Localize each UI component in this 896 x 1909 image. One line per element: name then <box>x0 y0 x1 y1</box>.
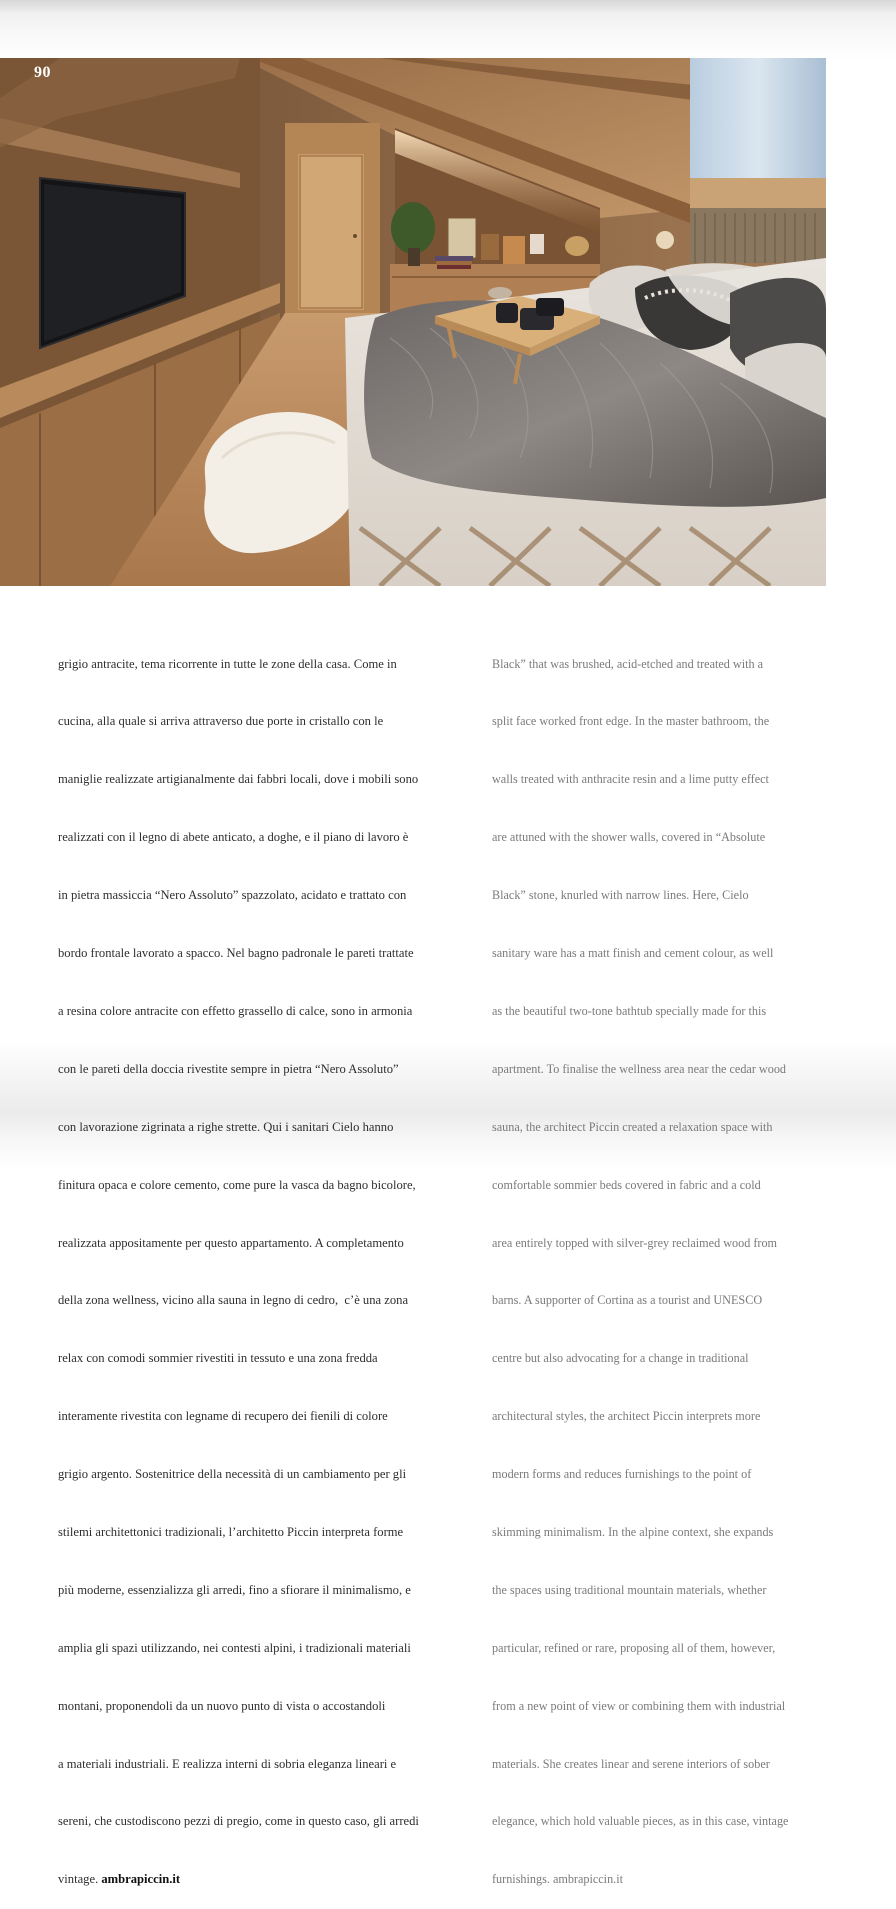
italian-last-text: vintage. <box>58 1872 102 1887</box>
english-text-line: furnishings. ambrapiccin.it <box>492 1872 623 1887</box>
english-text-line: skimming minimalism. In the alpine context, she expands <box>492 1524 774 1539</box>
website-link[interactable]: ambrapiccin.it <box>101 1872 181 1887</box>
english-text-line: centre but also advocating for a change in traditional <box>492 1351 749 1366</box>
english-text-line: are attuned with the shower walls, covered in “Absolute <box>492 830 766 845</box>
italian-text-line: a materiali industriali. E realizza interni di sobria eleganza lineari e <box>58 1756 397 1771</box>
italian-text-line: interamente rivestita con legname di recupero dei fienili di colore <box>58 1409 388 1424</box>
page-number: 90 <box>34 64 51 81</box>
italian-text-line: montani, proponendoli da un nuovo punto di vista o accostandoli <box>58 1698 386 1713</box>
italian-text-line: stilemi architettonici tradizionali, l’architetto Piccin interpreta forme <box>58 1524 404 1539</box>
italian-text-line: sereni, che custodiscono pezzi di pregio, come in questo caso, gli arredi <box>58 1814 419 1829</box>
italian-text-line: cucina, alla quale si arriva attraverso due porte in cristallo con le <box>58 714 384 729</box>
english-text-line: barns. A supporter of Cortina as a tourist and UNESCO <box>492 1293 763 1308</box>
english-text-line: comfortable sommier beds covered in fabric and a cold <box>492 1177 761 1192</box>
italian-text-line: amplia gli spazi utilizzando, nei contesti alpini, i tradizionali materiali <box>58 1640 411 1655</box>
italian-last-line <box>58 1870 448 1889</box>
english-text-line: split face worked front edge. In the master bathroom, the <box>492 714 770 729</box>
italian-text-line: con lavorazione zigrinata a righe strette. Qui i sanitari Cielo hanno <box>58 1119 394 1134</box>
english-text-line: walls treated with anthracite resin and a lime putty effect <box>492 772 769 787</box>
english-text-line: area entirely topped with silver-grey reclaimed wood from <box>492 1235 778 1250</box>
article-column-italian <box>58 616 448 1909</box>
english-text-line: Black” stone, knurled with narrow lines. Here, Cielo <box>492 888 749 903</box>
bedroom-photo <box>0 58 826 586</box>
english-text-line: modern forms and reduces furnishings to the point of <box>492 1467 752 1482</box>
italian-text-line: bordo frontale lavorato a spacco. Nel bagno padronale le pareti trattate <box>58 946 414 961</box>
italian-text-line: della zona wellness, vicino alla sauna in legno di cedro, c’è una zona <box>58 1293 409 1308</box>
english-text-line: the spaces using traditional mountain materials, whether <box>492 1582 767 1597</box>
italian-text-line: a resina colore antracite con effetto grassello di calce, sono in armonia <box>58 1003 413 1018</box>
italian-text-line: relax con comodi sommier rivestiti in tessuto e una zona fredda <box>58 1351 378 1366</box>
italian-text-line: grigio argento. Sostenitrice della necessità di un cambiamento per gli <box>58 1467 407 1482</box>
italian-text-line: finitura opaca e colore cemento, come pure la vasca da bagno bicolore, <box>58 1177 416 1192</box>
article-column-english <box>492 616 822 1909</box>
english-text-line: Black” that was brushed, acid-etched and treated with a <box>492 656 764 671</box>
english-text-line: sauna, the architect Piccin created a relaxation space with <box>492 1119 773 1134</box>
italian-text-line: realizzati con il legno di abete anticato, a doghe, e il piano di lavoro è <box>58 830 409 845</box>
english-text-line: from a new point of view or combining them with industrial <box>492 1698 786 1713</box>
english-text-line: architectural styles, the architect Piccin interprets more <box>492 1409 761 1424</box>
italian-text-line: grigio antracite, tema ricorrente in tutte le zone della casa. Come in <box>58 656 397 671</box>
english-text-line: as the beautiful two-tone bathtub specially made for this <box>492 1003 767 1018</box>
italian-text-line: più moderne, essenzializza gli arredi, fino a sfiorare il minimalismo, e <box>58 1582 411 1597</box>
italian-text-line: in pietra massiccia “Nero Assoluto” spazzolato, acidato e trattato con <box>58 888 407 903</box>
english-text-line: elegance, which hold valuable pieces, as in this case, vintage <box>492 1814 789 1829</box>
italian-text-line: realizzata appositamente per questo appartamento. A completamento <box>58 1235 404 1250</box>
page-top-shadow <box>0 0 896 14</box>
italian-text-line: con le pareti della doccia rivestite sempre in pietra “Nero Assoluto” <box>58 1061 399 1076</box>
english-text-line: sanitary ware has a matt finish and cement colour, as well <box>492 946 774 961</box>
italian-text-line: maniglie realizzate artigianalmente dai fabbri locali, dove i mobili sono <box>58 772 419 787</box>
english-text-line: particular, refined or rare, proposing all of them, however, <box>492 1640 776 1655</box>
english-text-line: apartment. To finalise the wellness area near the cedar wood <box>492 1061 787 1076</box>
english-text-line: materials. She creates linear and serene interiors of sober <box>492 1756 770 1771</box>
